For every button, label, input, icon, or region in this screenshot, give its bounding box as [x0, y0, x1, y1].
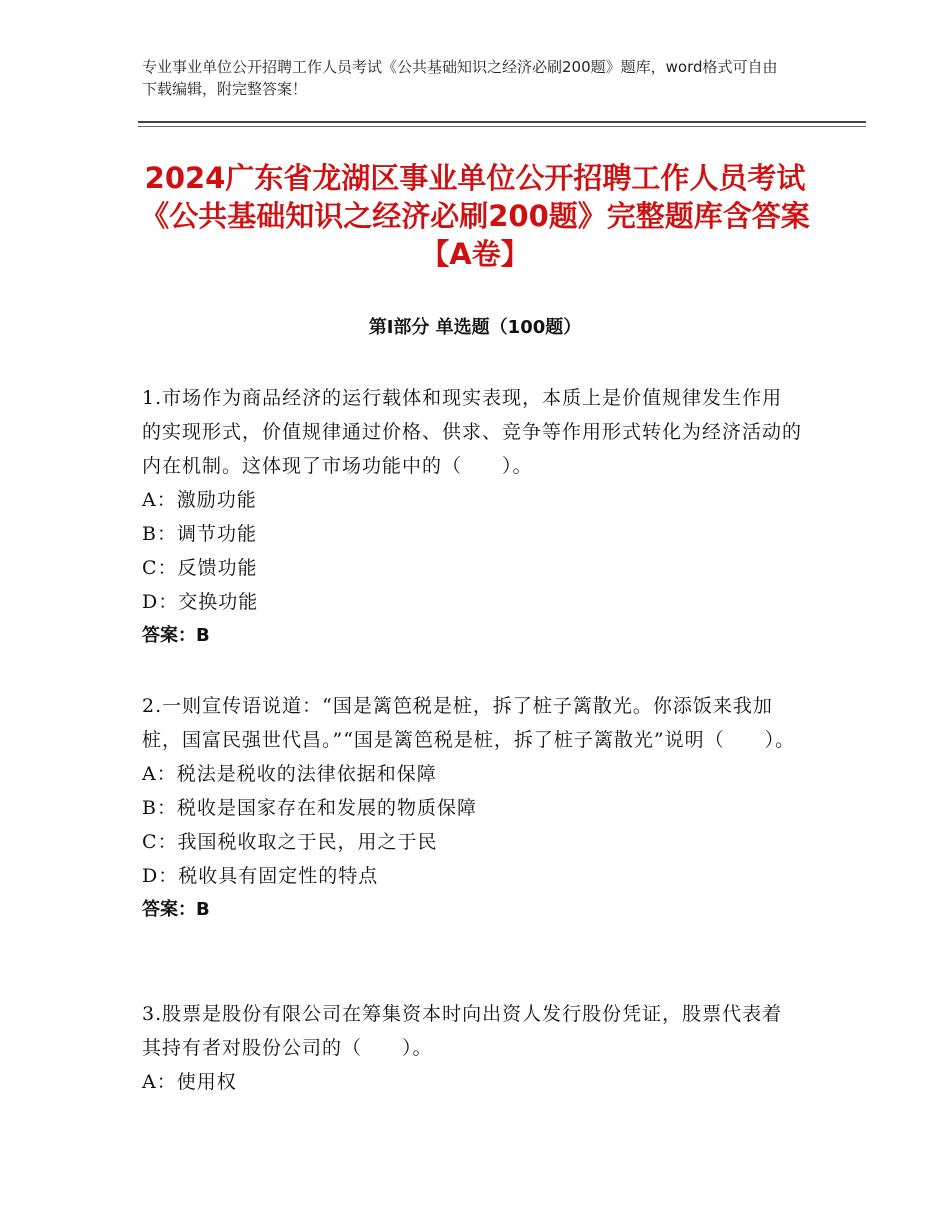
header-note: 专业事业单位公开招聘工作人员考试《公共基础知识之经济必刷200题》题库，word格式可自由下载编辑，附完整答案！: [142, 58, 778, 98]
option-d: D：交换功能: [142, 591, 259, 613]
question-stem: 1.市场作为商品经济的运行载体和现实表现，本质上是价值规律发生作用的实现形式，价值规律通过价格、供求、竞争等作用形式转化为经济活动的内在机制。这体现了市场功能中的（ ）。: [142, 387, 803, 477]
header-divider-thick: [138, 121, 866, 123]
option-a: A：使用权: [142, 1071, 237, 1093]
option-c: C：反馈功能: [142, 557, 258, 579]
option-d: D：税收具有固定性的特点: [142, 865, 379, 887]
option-a: A：税法是税收的法律依据和保障: [142, 763, 437, 785]
option-b: B：税收是国家存在和发展的物质保障: [142, 797, 477, 819]
option-a: A：激励功能: [142, 489, 257, 511]
answer: 答案：B: [142, 899, 210, 920]
question-2: [142, 689, 802, 927]
question-stem: 3.股票是股份有限公司在筹集资本时向出资人发行股份凭证，股票代表着其持有者对股份公司的（ ）。: [142, 1003, 783, 1059]
header-divider-thin: [138, 126, 866, 127]
section-heading: 第I部分 单选题（100题）: [368, 317, 582, 338]
question-1: [142, 381, 802, 653]
option-b: B：调节功能: [142, 523, 257, 545]
question-3: [142, 997, 802, 1099]
document-title: 2024广东省龙湖区事业单位公开招聘工作人员考试《公共基础知识之经济必刷200题》完整题库含答案【A卷】: [140, 161, 810, 271]
answer: 答案：B: [142, 625, 210, 646]
option-c: C：我国税收取之于民，用之于民: [142, 831, 438, 853]
question-stem: 2.一则宣传语说道：“国是篱笆税是桩，拆了桩子篱散光。你添饭来我加桩，国富民强世代昌。”“国是篱笆税是桩，拆了桩子篱散光”说明（ ）。: [142, 695, 796, 751]
